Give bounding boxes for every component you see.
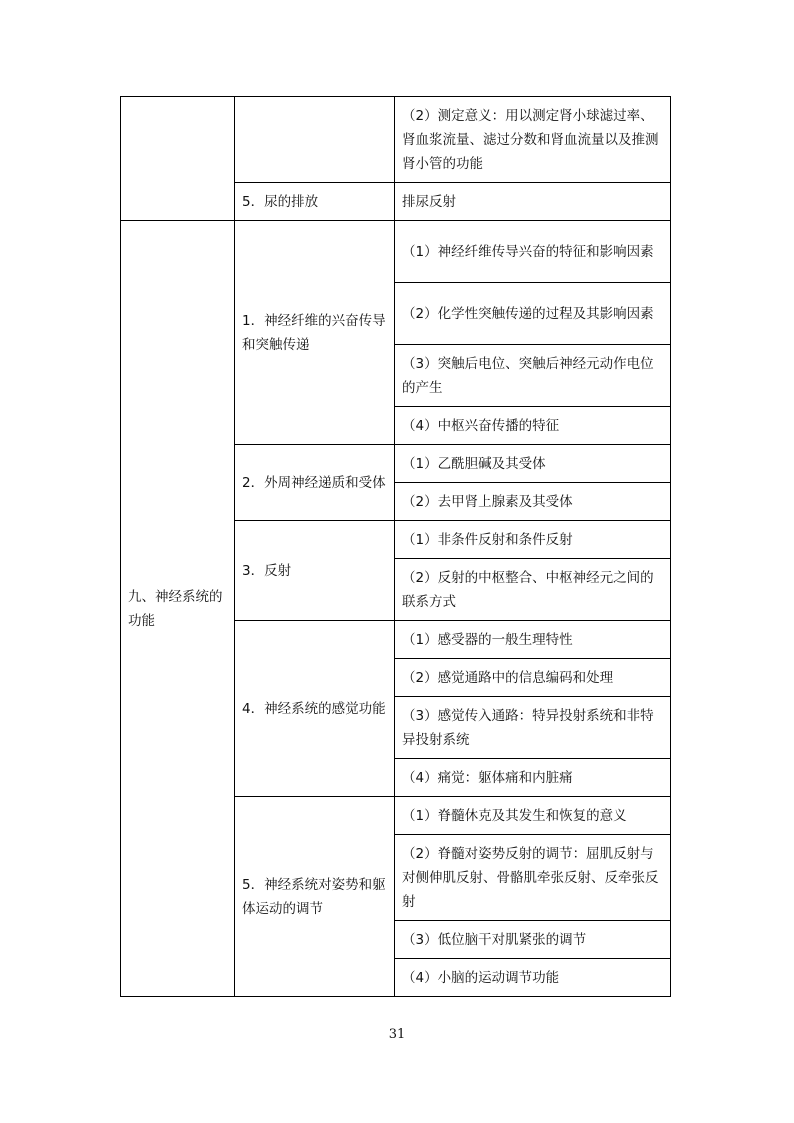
topic-cell: 1．神经纤维的兴奋传导和突触传递 bbox=[235, 221, 395, 445]
section-title-cell: 九、神经系统的功能 bbox=[121, 221, 235, 997]
detail-cell: （2）脊髓对姿势反射的调节：屈肌反射与对侧伸肌反射、骨骼肌牵张反射、反牵张反射 bbox=[395, 835, 671, 921]
detail-cell: （3）感觉传入通路：特异投射系统和非特异投射系统 bbox=[395, 697, 671, 759]
table-row bbox=[121, 97, 671, 183]
syllabus-table bbox=[120, 96, 671, 997]
topic-cell: 3．反射 bbox=[235, 521, 395, 621]
detail-cell: （2）感觉通路中的信息编码和处理 bbox=[395, 659, 671, 697]
detail-cell: （1）神经纤维传导兴奋的特征和影响因素 bbox=[395, 221, 671, 283]
detail-cell: （1）脊髓休克及其发生和恢复的意义 bbox=[395, 797, 671, 835]
table-row bbox=[121, 221, 671, 283]
section-cell-continued bbox=[121, 97, 235, 221]
topic-cell-continued bbox=[235, 97, 395, 183]
topic-cell: 5．神经系统对姿势和躯体运动的调节 bbox=[235, 797, 395, 997]
detail-cell: （1）非条件反射和条件反射 bbox=[395, 521, 671, 559]
topic-cell: 5．尿的排放 bbox=[235, 183, 395, 221]
detail-cell: （2）测定意义：用以测定肾小球滤过率、肾血浆流量、滤过分数和肾血流量以及推测肾小管的功能 bbox=[395, 97, 671, 183]
detail-cell: （4）小脑的运动调节功能 bbox=[395, 959, 671, 997]
detail-cell: （1）乙酰胆碱及其受体 bbox=[395, 445, 671, 483]
detail-cell: （3）低位脑干对肌紧张的调节 bbox=[395, 921, 671, 959]
detail-cell: （4）痛觉：躯体痛和内脏痛 bbox=[395, 759, 671, 797]
detail-cell: （1）感受器的一般生理特性 bbox=[395, 621, 671, 659]
topic-cell: 4．神经系统的感觉功能 bbox=[235, 621, 395, 797]
detail-cell: （4）中枢兴奋传播的特征 bbox=[395, 407, 671, 445]
detail-cell: （2）化学性突触传递的过程及其影响因素 bbox=[395, 283, 671, 345]
page-number: 31 bbox=[388, 1027, 406, 1042]
detail-cell: （2）去甲肾上腺素及其受体 bbox=[395, 483, 671, 521]
detail-cell: 排尿反射 bbox=[395, 183, 671, 221]
topic-cell: 2．外周神经递质和受体 bbox=[235, 445, 395, 521]
detail-cell: （2）反射的中枢整合、中枢神经元之间的联系方式 bbox=[395, 559, 671, 621]
detail-cell: （3）突触后电位、突触后神经元动作电位的产生 bbox=[395, 345, 671, 407]
